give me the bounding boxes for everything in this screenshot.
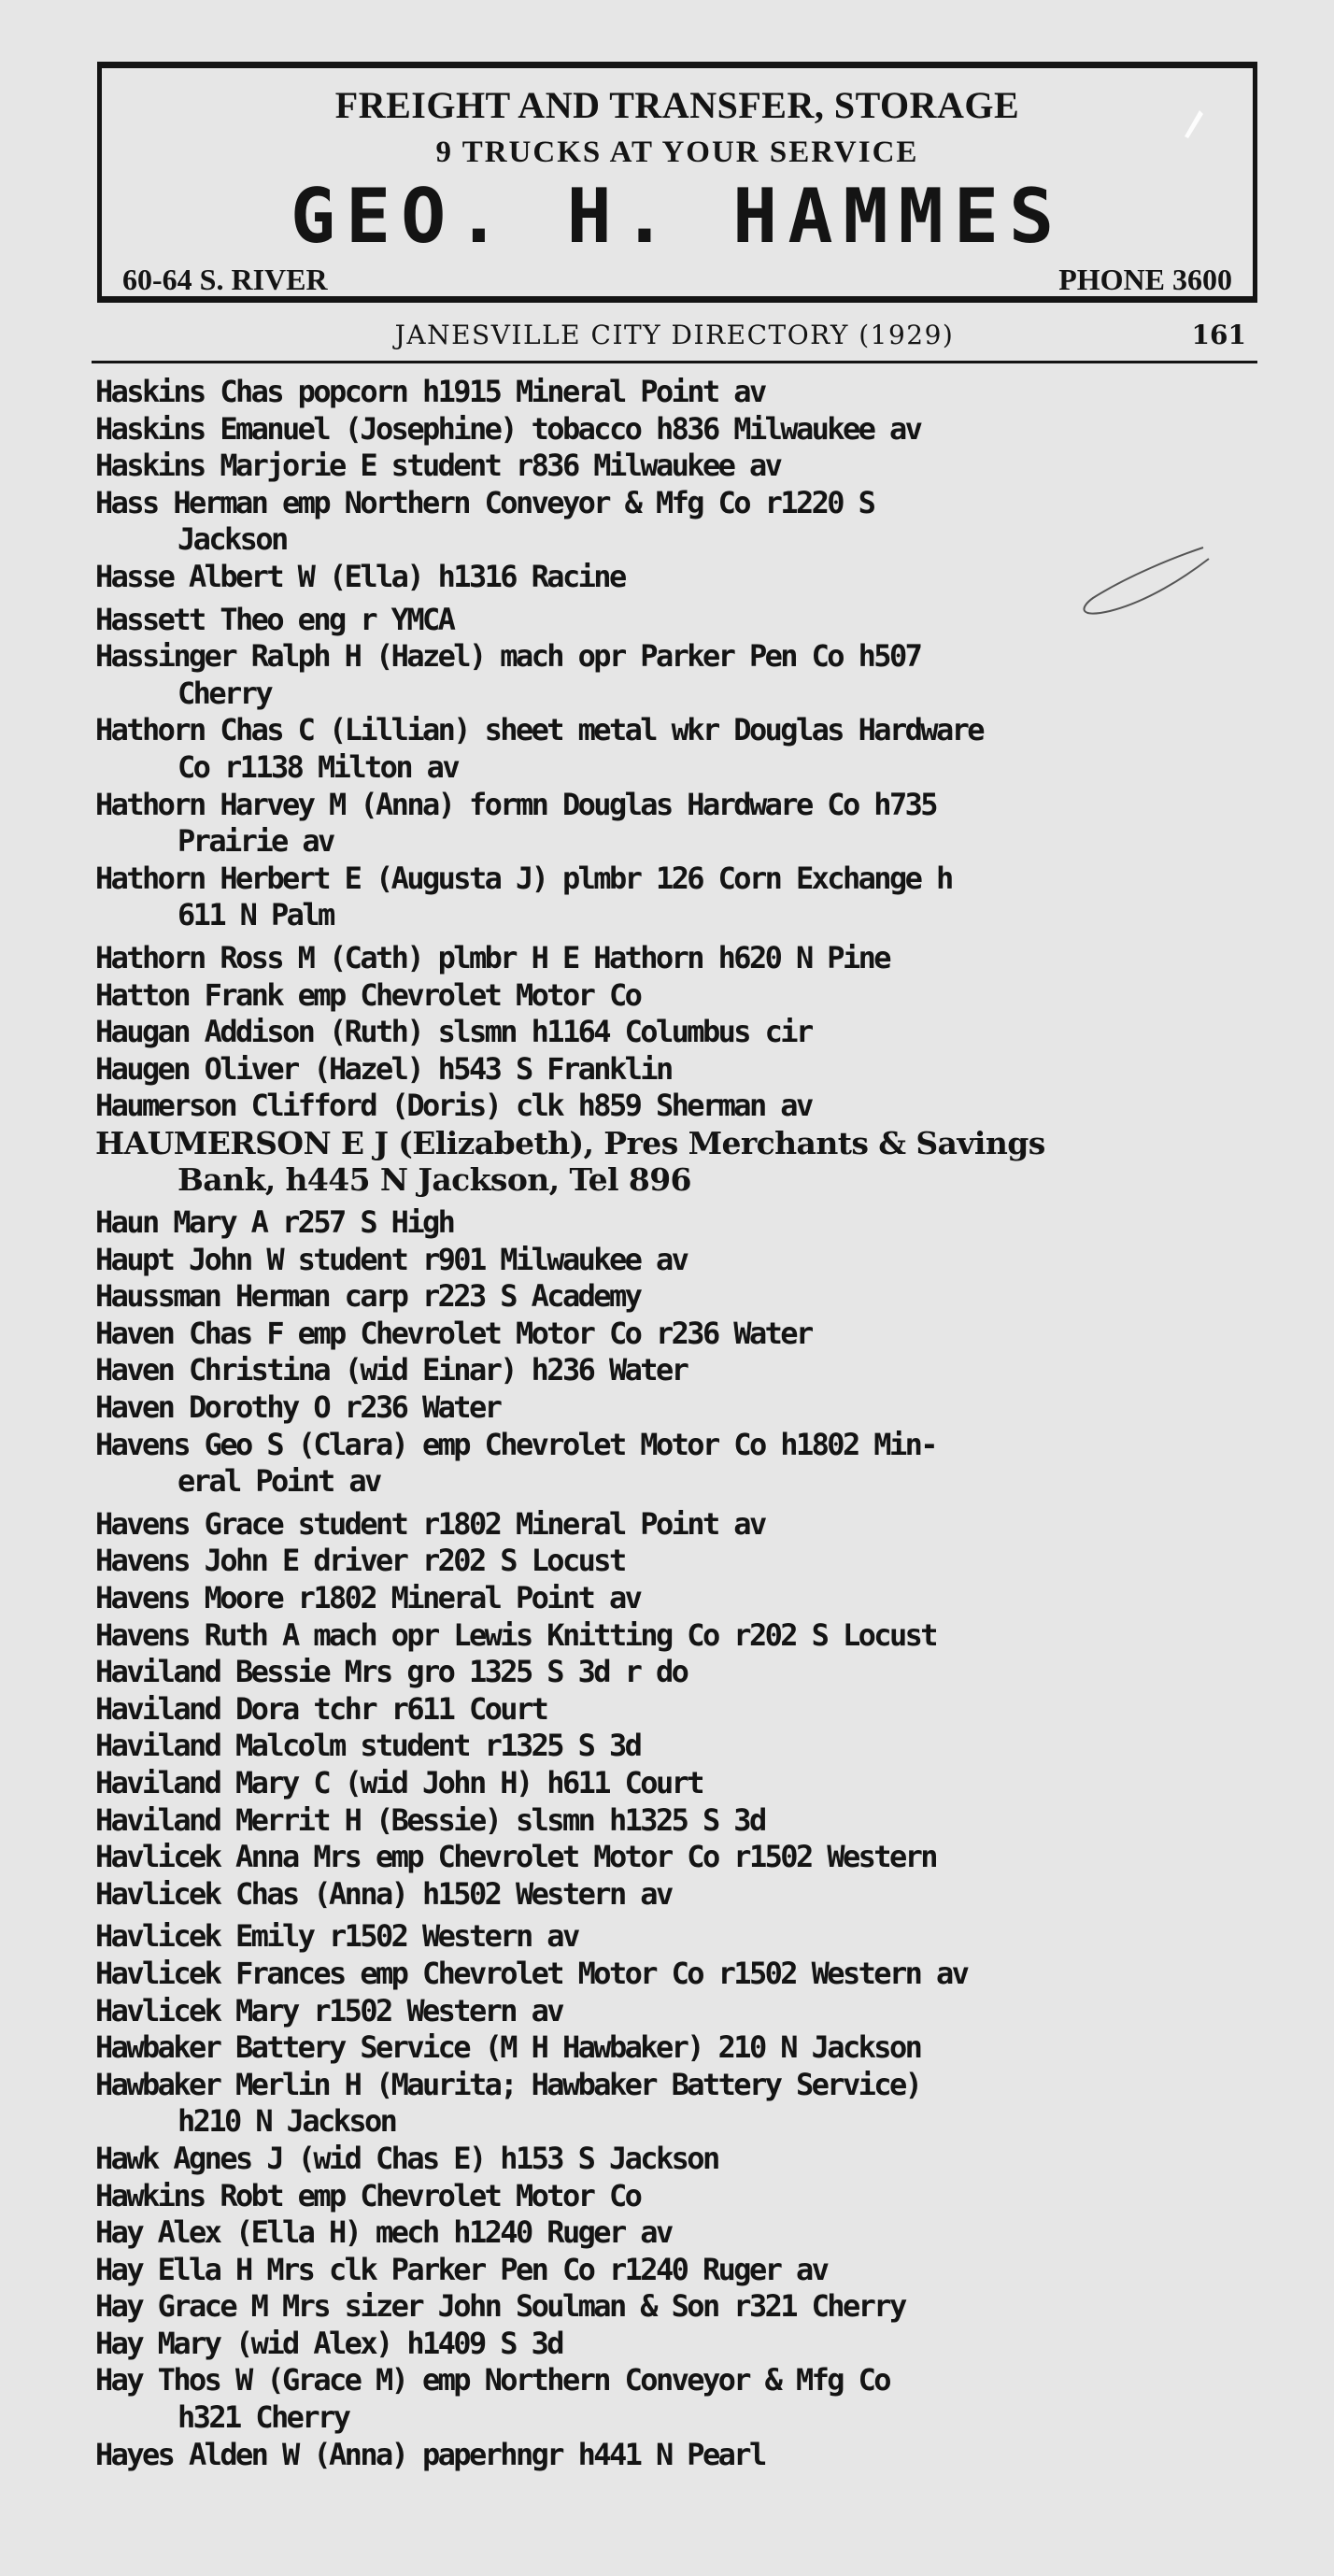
entry-line: Haussman Herman carp r223 S Academy [95,1278,641,1315]
entry-line: Hathorn Herbert E (Augusta J) plmbr 126 Corn Exchange h [95,860,952,896]
entry-line: Hay Ella H Mrs clk Parker Pen Co r1240 Ruger av [95,2251,828,2287]
entry-line: Haven Chas F emp Chevrolet Motor Co r236 Water [95,1315,812,1351]
directory-entry [95,1051,1263,1089]
entry-line: Haugan Addison (Ruth) slsmn h1164 Columbus cir [95,1014,812,1050]
directory-entry [95,1918,1263,1956]
page-number: 161 [1191,320,1246,350]
entry-line: Hayes Alden W (Anna) paperhngr h441 N Pearl [95,2436,765,2472]
entry-line: HAUMERSON E J (Elizabeth), Pres Merchants & Savings [95,1124,1045,1161]
entry-continuation-line: h210 N Jackson [177,2103,396,2140]
running-header [92,314,1257,363]
directory-entry [95,1427,1263,1501]
entry-line: Hassinger Ralph H (Hazel) mach opr Parker Pen Co h507 [95,638,921,675]
entry-line: Haviland Mary C (wid John H) h611 Court [95,1764,702,1800]
advertisement-box [97,62,1257,303]
entry-line: Havens Grace student r1802 Mineral Point av [95,1505,765,1542]
directory-entry [95,1316,1263,1353]
directory-entry [95,448,1263,485]
entry-continuation-line: Bank, h445 N Jackson, Tel 896 [177,1161,691,1199]
entry-continuation-line: h321 Cherry [177,2399,349,2436]
entry-line: Havens Moore r1802 Mineral Point av [95,1580,641,1615]
entry-line: Hasse Albert W (Ella) h1316 Racine [95,558,625,594]
directory-entry [95,1956,1263,1993]
entry-line: Havlicek Frances emp Chevrolet Motor Co r1502 Western av [95,1955,968,1991]
directory-entry [95,1765,1263,1802]
directory-entry [95,1014,1263,1051]
directory-entry [95,374,1263,411]
entry-line: Haviland Merrit H (Bessie) slsmn h1325 S 3d [95,1801,765,1838]
entry-line: Hawkins Robt emp Chevrolet Motor Co [95,2177,641,2213]
entry-line: Hay Thos W (Grace M) emp Northern Conveyor & Mfg Co [95,2362,889,2398]
directory-entry [95,1352,1263,1389]
entry-line: Hawbaker Battery Service (M H Hawbaker) 210 N Jackson [95,2029,921,2066]
directory-entry [95,638,1263,712]
entry-line: Haumerson Clifford (Doris) clk h859 Sherman av [95,1088,812,1124]
directory-entry [95,977,1263,1015]
entry-line: Haviland Malcolm student r1325 S 3d [95,1728,641,1764]
directory-entry [95,940,1263,977]
directory-entry [95,2362,1263,2436]
directory-entry [95,1278,1263,1316]
directory-entry [95,1617,1263,1655]
directory-entry [95,1654,1263,1691]
entry-line: Havens John E driver r202 S Locust [95,1543,625,1579]
directory-entry [95,1204,1263,1242]
entry-line: Haugen Oliver (Hazel) h543 S Franklin [95,1050,672,1087]
entry-line: Hatton Frank emp Chevrolet Motor Co [95,976,641,1013]
directory-entry [95,411,1263,448]
ad-company-name: GEO. H. HAMMES [290,173,1065,260]
directory-entry [95,1389,1263,1427]
pencil-mark-icon [1072,540,1213,624]
ad-headline: FREIGHT AND TRANSFER, STORAGE [334,84,1020,126]
ad-address: 60-64 S. RIVER [122,263,328,296]
directory-entry [95,1802,1263,1840]
entry-line: Hay Mary (wid Alex) h1409 S 3d [95,2325,562,2361]
directory-entry [95,1506,1263,1544]
entry-line: Hathorn Harvey M (Anna) formn Douglas Hardware Co h735 [95,786,936,822]
entry-line: Haupt John W student r901 Milwaukee av [95,1241,688,1277]
entry-line: Haviland Bessie Mrs gro 1325 S 3d r do [95,1654,688,1690]
entry-line: Havlicek Chas (Anna) h1502 Western av [95,1875,672,1912]
directory-entry [95,1728,1263,1765]
entry-continuation-line: Co r1138 Milton av [177,748,458,785]
directory-listing [95,374,1263,2473]
entry-line: Havens Ruth A mach opr Lewis Knitting Co r202 S Locust [95,1616,936,1653]
entry-line: Haviland Dora tchr r611 Court [95,1690,547,1727]
entry-line: Havlicek Anna Mrs emp Chevrolet Motor Co r1502 Western [95,1839,936,1875]
entry-continuation-line: 611 N Palm [177,897,334,933]
entry-line: Hassett Theo eng r YMCA [95,601,454,637]
entry-line: Havens Geo S (Clara) emp Chevrolet Motor Co h1802 Min- [95,1426,936,1462]
ad-subheadline: 9 TRUCKS AT YOUR SERVICE [435,135,919,169]
directory-entry [95,712,1263,786]
directory-title: JANESVILLE CITY DIRECTORY (1929) [394,320,955,350]
directory-entry [95,1876,1263,1914]
directory-entry [95,2326,1263,2363]
entry-line: Hay Alex (Ella H) mech h1240 Ruger av [95,2214,672,2251]
directory-entry [95,2029,1263,2067]
entry-line: Hay Grace M Mrs sizer John Soulman & Son r321 Cherry [95,2288,905,2325]
directory-entry [95,861,1263,934]
directory-entry [95,1543,1263,1580]
ad-phone: PHONE 3600 [1058,263,1232,296]
entry-line: Hass Herman emp Northern Conveyor & Mfg Co r1220 S [95,484,874,520]
directory-entry [95,2252,1263,2289]
directory-entry [95,2437,1263,2474]
entry-continuation-line: Jackson [177,521,287,558]
directory-entry [95,1691,1263,1729]
directory-entry [95,1993,1263,2030]
directory-entry [95,787,1263,861]
entry-line: Haun Mary A r257 S High [95,1204,454,1241]
entry-line: Haven Christina (wid Einar) h236 Water [95,1352,688,1388]
entry-line: Havlicek Mary r1502 Western av [95,1992,562,2028]
entry-line: Havlicek Emily r1502 Western av [95,1918,578,1955]
entry-continuation-line: Prairie av [177,823,334,860]
directory-entry [95,1242,1263,1279]
directory-entry [95,2178,1263,2215]
directory-entry [95,2214,1263,2252]
entry-continuation-line: eral Point av [177,1463,380,1500]
directory-entry [95,2288,1263,2326]
directory-entry [95,2067,1263,2141]
directory-entry [95,2141,1263,2178]
directory-entry [95,1088,1263,1125]
directory-entry [95,1580,1263,1617]
entry-line: Haskins Emanuel (Josephine) tobacco h836 Milwaukee av [95,410,921,447]
entry-line: Haskins Chas popcorn h1915 Mineral Point av [95,374,765,409]
paper-mark-icon [1179,105,1207,142]
entry-line: Hathorn Ross M (Cath) plmbr H E Hathorn h620 N Pine [95,939,889,975]
directory-entry [95,1125,1263,1199]
entry-line: Haskins Marjorie E student r836 Milwaukee av [95,448,781,484]
entry-line: Haven Dorothy O r236 Water [95,1389,501,1426]
entry-line: Hawk Agnes J (wid Chas E) h153 S Jackson [95,2140,718,2176]
entry-line: Hathorn Chas C (Lillian) sheet metal wkr Douglas Hardware [95,712,983,748]
entry-continuation-line: Cherry [177,675,271,711]
entry-line: Hawbaker Merlin H (Maurita; Hawbaker Battery Service) [95,2066,921,2102]
directory-entry [95,1839,1263,1876]
